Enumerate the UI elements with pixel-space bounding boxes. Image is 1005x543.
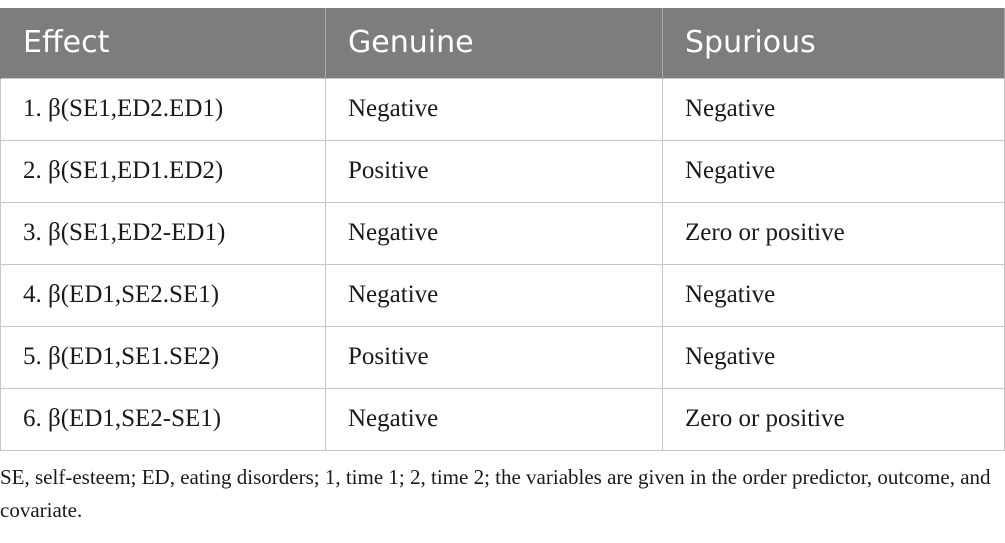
cell-effect: 6. β(ED1,SE2-SE1): [1, 388, 326, 450]
cell-effect: 3. β(SE1,ED2-ED1): [1, 202, 326, 264]
header-spurious: Spurious: [663, 8, 1005, 78]
cell-spurious: Negative: [663, 78, 1005, 140]
table-body: [1, 78, 1005, 450]
cell-spurious: Negative: [663, 140, 1005, 202]
header-row: [1, 8, 1005, 78]
table-footnote: SE, self-esteem; ED, eating disorders; 1, time 1; 2, time 2; the variables are given in the order predictor, outcome, and covariate.: [0, 465, 991, 522]
header-genuine: Genuine: [326, 8, 663, 78]
cell-genuine: Positive: [326, 140, 663, 202]
cell-spurious: Zero or positive: [663, 388, 1005, 450]
table-header: [1, 8, 1005, 78]
table-row: [1, 202, 1005, 264]
table-row: [1, 326, 1005, 388]
cell-effect: 5. β(ED1,SE1.SE2): [1, 326, 326, 388]
table-row: [1, 264, 1005, 326]
header-effect: Effect: [1, 8, 326, 78]
cell-spurious: Negative: [663, 264, 1005, 326]
cell-genuine: Negative: [326, 78, 663, 140]
cell-genuine: Positive: [326, 326, 663, 388]
cell-spurious: Negative: [663, 326, 1005, 388]
cell-spurious: Zero or positive: [663, 202, 1005, 264]
cell-effect: 2. β(SE1,ED1.ED2): [1, 140, 326, 202]
effects-table: [0, 8, 1005, 451]
cell-effect: 4. β(ED1,SE2.SE1): [1, 264, 326, 326]
cell-genuine: Negative: [326, 388, 663, 450]
cell-genuine: Negative: [326, 264, 663, 326]
cell-effect: 1. β(SE1,ED2.ED1): [1, 78, 326, 140]
table-row: [1, 140, 1005, 202]
cell-genuine: Negative: [326, 202, 663, 264]
table-row: [1, 388, 1005, 450]
table-row: [1, 78, 1005, 140]
results-table-container: [0, 8, 1004, 451]
